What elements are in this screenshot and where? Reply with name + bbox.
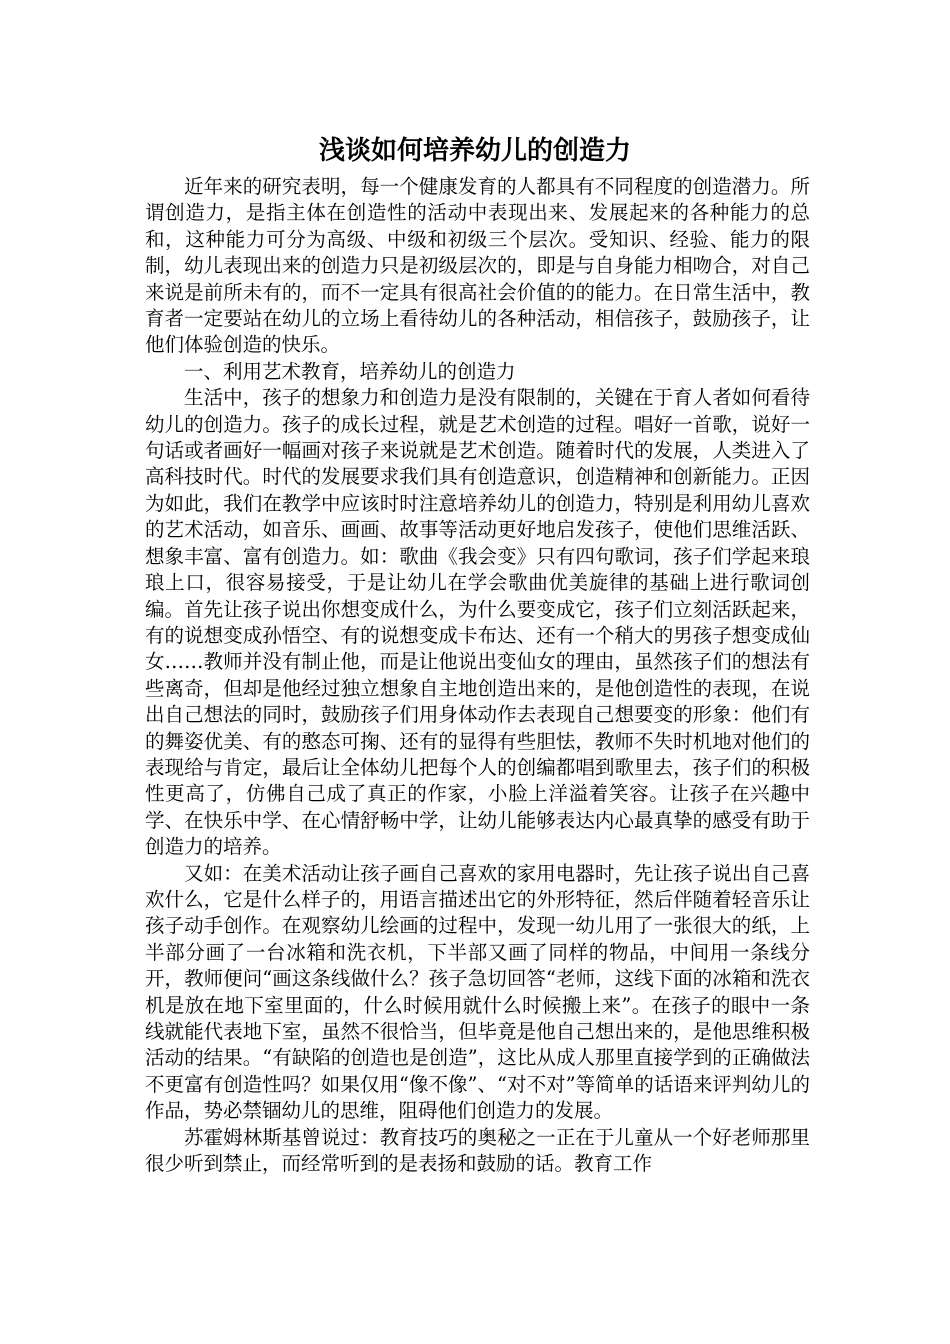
paragraph-quote: 苏霍姆林斯基曾说过：教育技巧的奥秘之一正在于儿童从一个好老师那里很少听到禁止，而经常听到的是表扬和鼓励的话。教育工作	[145, 1125, 810, 1176]
paragraph-intro: 近年来的研究表明，每一个健康发育的人都具有不同程度的创造潜力。所谓创造力，是指主体在创造性的活动中表现出来、发展起来的各种能力的总和，这种能力可分为高级、中级和初级三个层次。受知识、经验、能力的限制，幼儿表现出来的创造力只是初级层次的，即是与自身能力相吻合，对自己来说是前所未有的，而不一定具有很高社会价值的的能力。在日常生活中，教育者一定要站在幼儿的立场上看待幼儿的各种活动，相信孩子，鼓励孩子，让他们体验创造的快乐。	[145, 175, 810, 357]
paragraph-art-example: 又如：在美术活动让孩子画自己喜欢的家用电器时，先让孩子说出自己喜欢什么，它是什么样子的，用语言描述出它的外形特征，然后伴随着轻音乐让孩子动手创作。在观察幼儿绘画的过程中，发现一幼儿用了一张很大的纸，上半部分画了一台冰箱和洗衣机，下半部又画了同样的物品，中间用一条线分开，教师便问“画这条线做什么？孩子急切回答“老师，这线下面的冰箱和洗衣机是放在地下室里面的，什么时候用就什么时候搬上来”。在孩子的眼中一条线就能代表地下室，虽然不很恰当，但毕竟是他自己想出来的，是他思维积极活动的结果。“有缺陷的创造也是创造”，这比从成人那里直接学到的正确做法不更富有创造性吗？如果仅用“像不像”、“对不对”等简单的话语来评判幼儿的作品，势必禁锢幼儿的思维，阻碍他们创造力的发展。	[145, 861, 810, 1123]
document-title: 浅谈如何培养幼儿的创造力	[318, 136, 631, 166]
document-body	[145, 174, 810, 1177]
paragraph-music-example: 生活中，孩子的想象力和创造力是没有限制的，关键在于育人者如何看待幼儿的创造力。孩子的成长过程，就是艺术创造的过程。唱好一首歌，说好一句话或者画好一幅画对孩子来说就是艺术创造。随着时代的发展，人类进入了高科技时代。时代的发展要求我们具有创造意识，创造精神和创新能力。正因为如此，我们在教学中应该时时注意培养幼儿的创造力，特别是利用幼儿喜欢的艺术活动，如音乐、画画、故事等活动更好地启发孩子，使他们思维活跃、想象丰富、富有创造力。如：歌曲《我会变》只有四句歌词，孩子们学起来琅琅上口，很容易接受，于是让幼儿在学会歌曲优美旋律的基础上进行歌词创编。首先让孩子说出你想变成什么，为什么要变成它，孩子们立刻活跃起来，有的说想变成孙悟空、有的说想变成卡布达、还有一个稍大的男孩子想变成仙女……教师并没有制止他，而是让他说出变仙女的理由，虽然孩子们的想法有些离奇，但却是他经过独立想象自主地创造出来的，是他创造性的表现，在说出自己想法的同时，鼓励孩子们用身体动作去表现自己想要变的形象：他们有的舞姿优美、有的憨态可掬、还有的显得有些胆怯，教师不失时机地对他们的表现给与肯定，最后让全体幼儿把每个人的创编都唱到歌里去，孩子们的积极性更高了，仿佛自己成了真正的作家，小脸上洋溢着笑容。让孩子在兴趣中学、在快乐中学、在心情舒畅中学，让幼儿能够表达内心最真挚的感受有助于创造力的培养。	[145, 386, 810, 859]
section-heading-art-education: 一、利用艺术教育，培养幼儿的创造力	[184, 359, 516, 383]
